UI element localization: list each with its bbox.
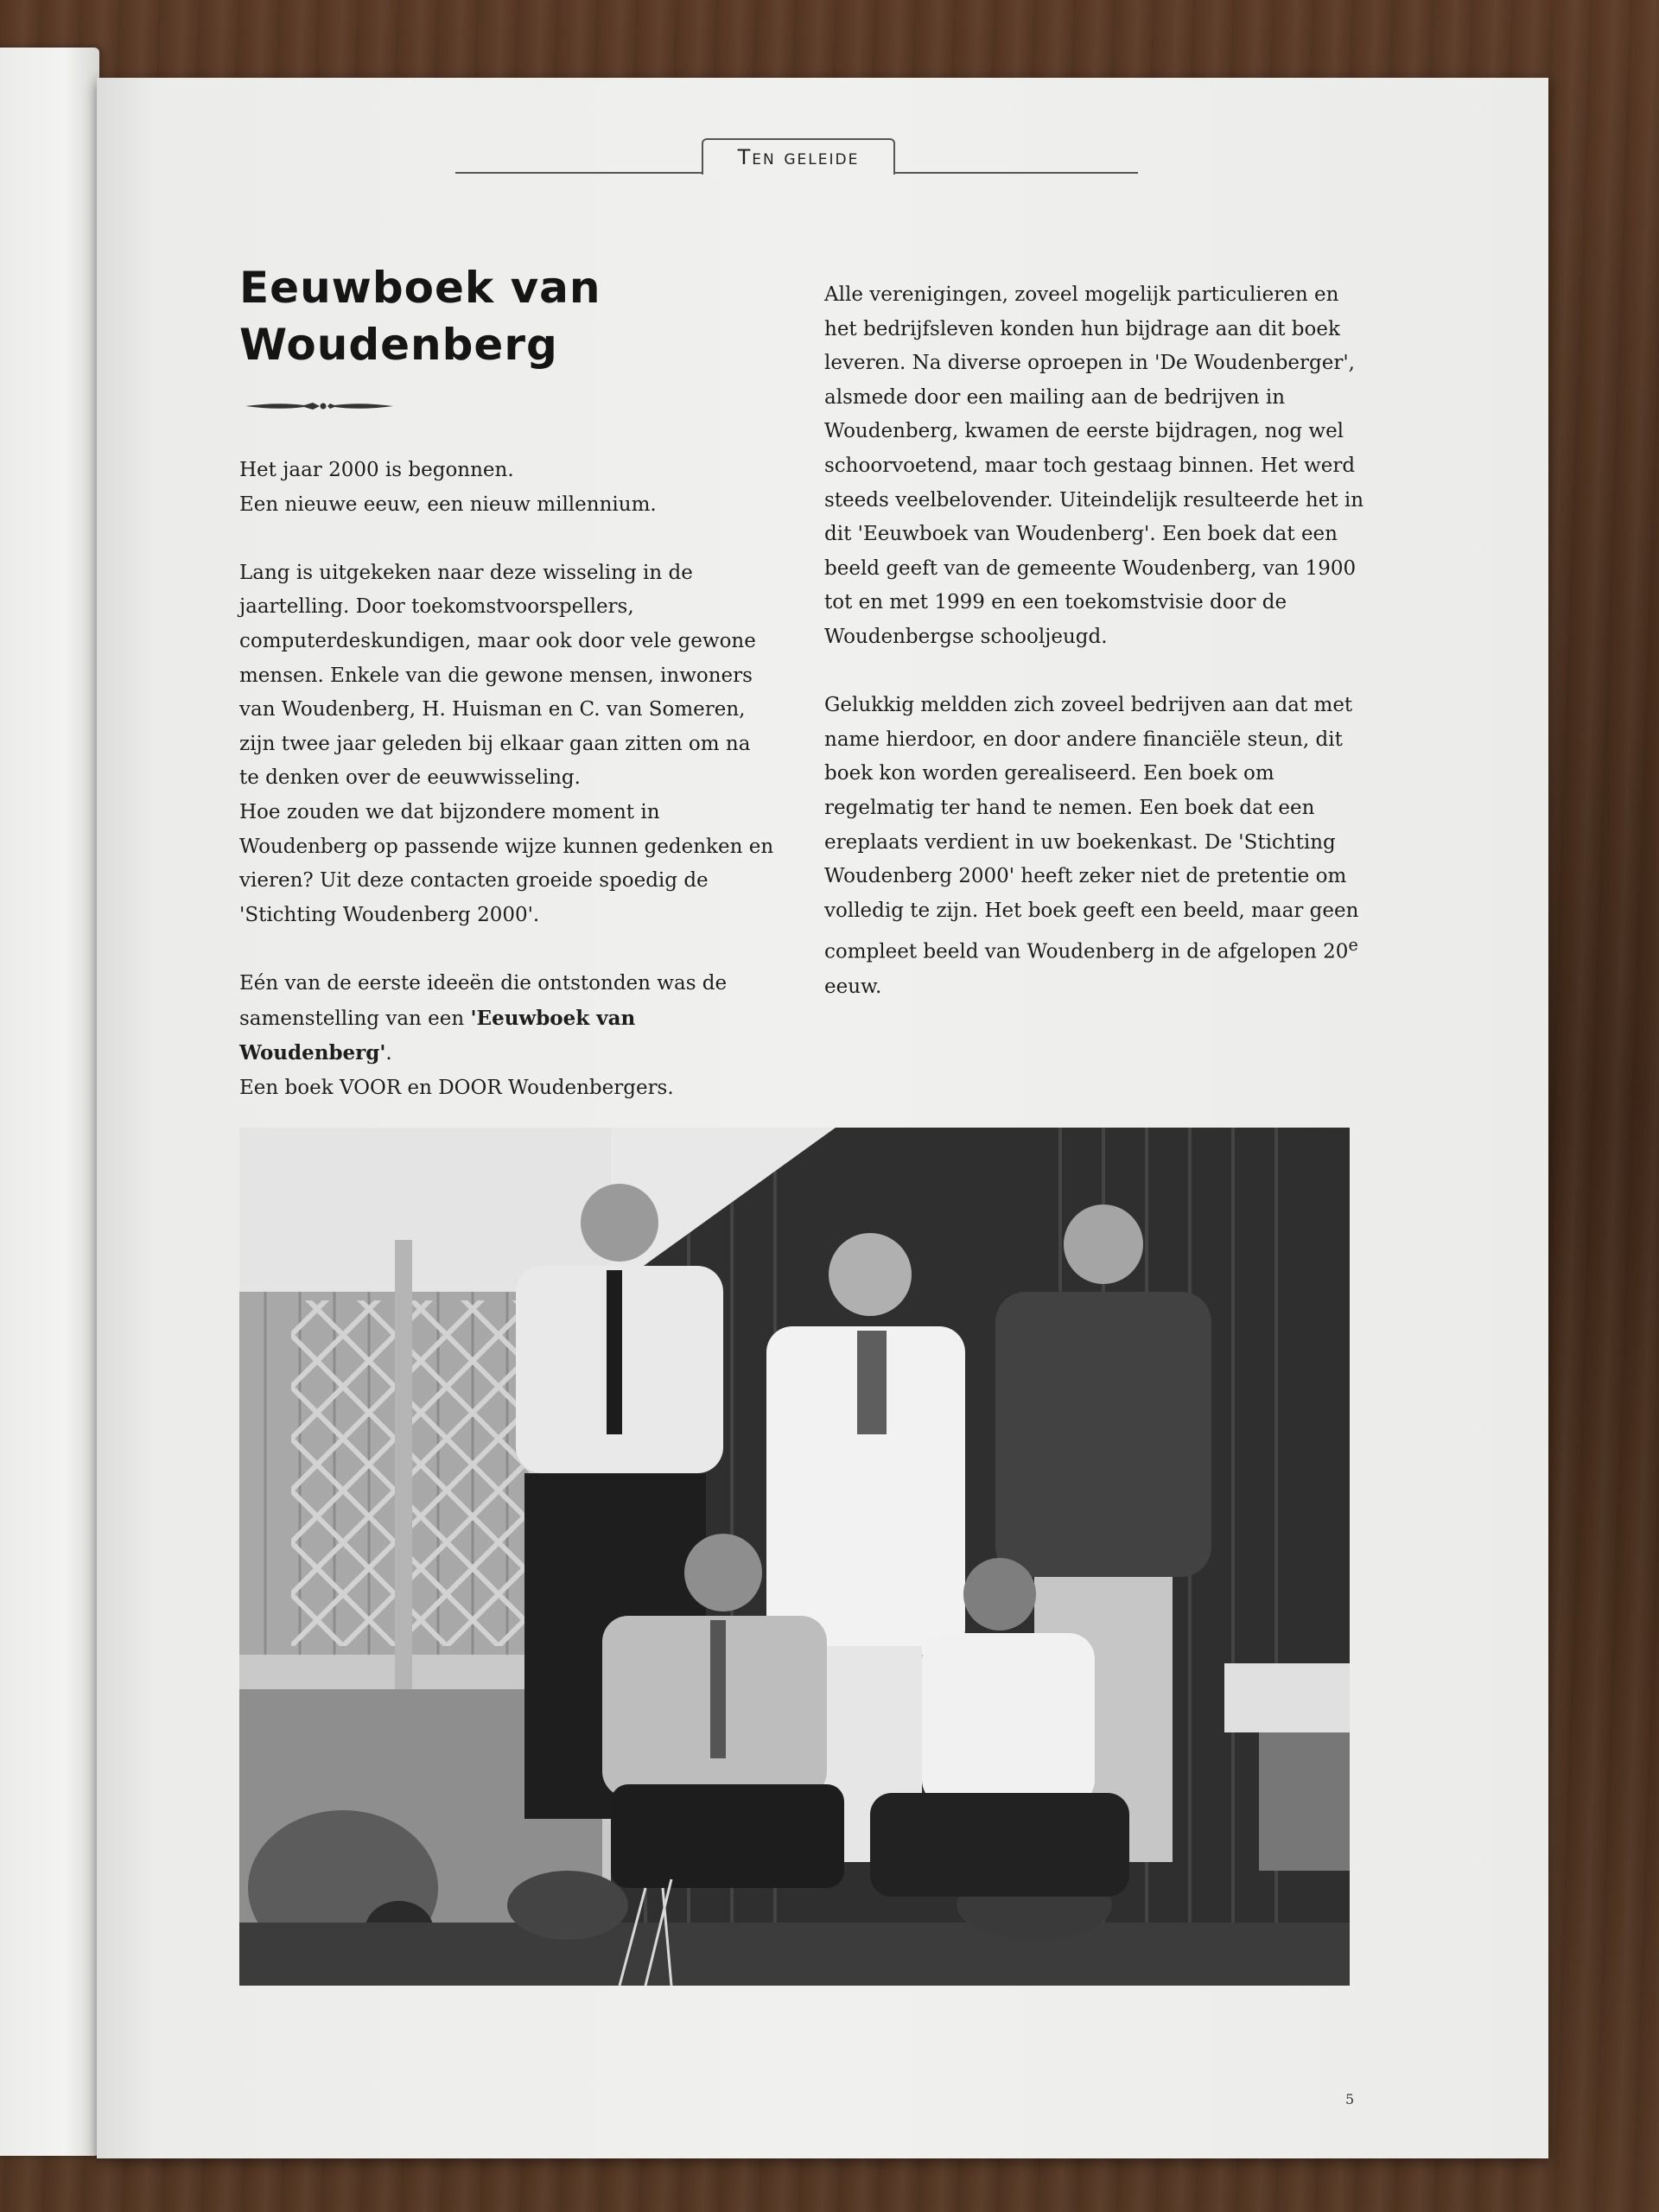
paragraph-bedrijven: Gelukkig meldden zich zoveel bedrijven aan dat met name hierdoor, en door andere financiële steun, dit boek kon worden gerealiseerd. Een boek om regelmatig ter hand te nemen. Een boek dat een ereplaats verdient in uw boekenkast. De 'Stichting Woudenberg 2000' heeft zeker niet de pretentie om volledig te zijn. Het boek geeft een beeld, maar geen compleet beeld van Woudenberg in de afgelopen 20e eeuw. xyxy=(824,694,1359,998)
group-photo-illustration xyxy=(239,1128,1350,1986)
title-line-2: Woudenberg xyxy=(239,320,558,370)
intro-line-1: Het jaar 2000 is begonnen. xyxy=(239,459,514,481)
paragraph-eeuwboek: Eén van de eerste ideeën die ontstonden was de samenstelling van een 'Eeuwboek van Woudenberg'. xyxy=(239,971,728,1065)
section-label: Ten geleide xyxy=(737,145,860,169)
section-header-tab xyxy=(702,138,895,175)
superscript-e: e xyxy=(1348,935,1358,956)
paragraph-bijdragen: Alle verenigingen, zoveel mogelijk particulieren en het bedrijfsleven konden hun bijdrage aan dit boek leveren. Na diverse oproepen in 'De Woudenberger', alsmede door een mailing aan de bedrijven in Woudenberg, kwamen de eerste bijdragen, nog wel schoorvoetend, maar toch gestaag binnen. Het werd steeds veelbelovender. Uiteindelijk resulteerde het in dit 'Eeuwboek van Woudenberg'. Een boek dat een beeld geeft van de gemeente Woudenberg, van 1900 tot en met 1999 en een toekomstvisie door de Woudenbergse schooljeugd. xyxy=(824,283,1364,648)
article-title xyxy=(239,259,628,373)
paragraph-stichting: Hoe zouden we dat bijzondere moment in Woudenberg op passende wijze kunnen gedenken en vieren? Uit deze contacten groeide spoedig de 'Stichting Woudenberg 2000'. xyxy=(239,800,774,926)
paragraph-millennium: Lang is uitgekeken naar deze wisseling in de jaartelling. Door toekomstvoorspellers, computerdeskundigen, maar ook door vele gewone mensen. Enkele van die gewone mensen, inwoners van Woudenberg, H. Huisman en C. van Someren, zijn twee jaar geleden bij elkaar gaan zitten om na te denken over de eeuwwisseling. xyxy=(239,561,756,790)
page-number: 5 xyxy=(1345,2091,1355,2107)
bold-book-title: 'Eeuwboek van Woudenberg' xyxy=(239,1006,636,1065)
title-ornament xyxy=(244,399,395,413)
facing-page-edge xyxy=(0,48,99,2156)
right-text-column xyxy=(824,278,1377,1004)
left-text-column xyxy=(239,454,775,1105)
book-page xyxy=(97,78,1548,2158)
title-line-1: Eeuwboek van xyxy=(239,263,601,313)
group-photo xyxy=(239,1128,1350,1986)
intro-line-2: Een nieuwe eeuw, een nieuw millennium. xyxy=(239,493,657,516)
paragraph-voor-door: Een boek VOOR en DOOR Woudenbergers. xyxy=(239,1076,674,1099)
